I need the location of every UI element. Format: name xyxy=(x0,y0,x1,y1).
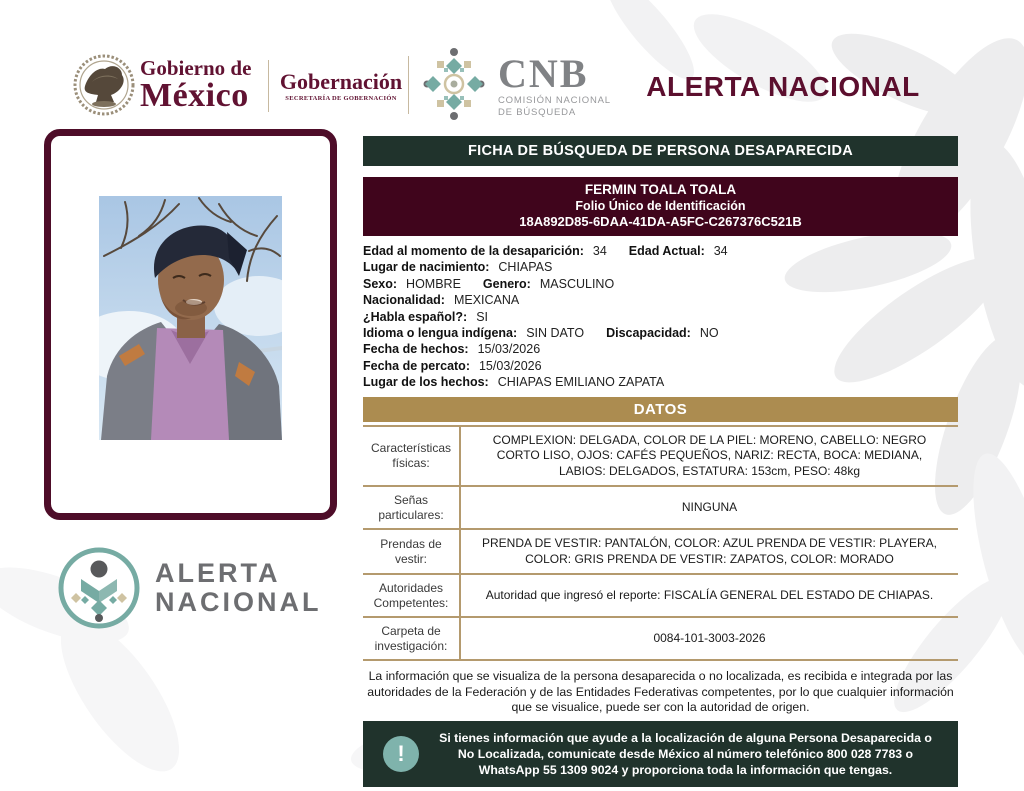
table-row-prendas xyxy=(363,530,958,575)
cnb-subtitle-line2: DE BÚSQUEDA xyxy=(498,107,576,118)
table-row-caracteristicas xyxy=(363,427,958,488)
alerta-nacional-title: ALERTA NACIONAL xyxy=(646,71,920,102)
row-label: Características físicas: xyxy=(370,441,452,470)
header-divider xyxy=(408,56,409,114)
alerta-nacional-icon xyxy=(56,545,142,631)
row-label: Prendas de vestir: xyxy=(380,537,442,566)
header-divider xyxy=(268,60,269,112)
nacional-line: NACIONAL xyxy=(155,587,322,617)
person-info-list xyxy=(363,243,958,391)
ficha-title-bar: FICHA DE BÚSQUEDA DE PERSONA DESAPARECIDA xyxy=(363,136,958,166)
cnb-emblem-icon xyxy=(420,45,488,123)
info-line-fecha-percato: Fecha de percato: 15/03/2026 xyxy=(363,358,542,373)
info-line-espanol: ¿Habla español?: SI xyxy=(363,309,488,324)
cnb-acronym: CNB xyxy=(498,51,589,96)
row-label: Autoridades Competentes: xyxy=(373,581,449,610)
photo-frame xyxy=(44,129,337,520)
gobierno-line2: México xyxy=(140,77,249,114)
contact-message: Si tienes información que ayude a la localización de alguna Persona Desaparecida o No Localizada, comunicate desde México al número telefónico 800 028 7783 o WhatsApp 55 1309 9024 y proporciona toda la información que tengas. xyxy=(439,730,932,777)
cnb-subtitle-line1: COMISIÓN NACIONAL xyxy=(498,95,611,106)
gobierno-mexico-seal-icon xyxy=(72,52,136,118)
row-label: Carpeta de investigación: xyxy=(374,624,448,653)
info-line-lugar-hechos: Lugar de los hechos: CHIAPAS EMILIANO ZAPATA xyxy=(363,375,665,390)
alerta-line: ALERTA xyxy=(155,558,281,588)
table-row-senas xyxy=(363,487,958,530)
gobierno-line1: Gobierno de xyxy=(140,56,252,80)
info-line-nacionalidad: Nacionalidad: MEXICANA xyxy=(363,293,520,308)
person-identity-bar xyxy=(363,177,958,236)
info-line-sexo-genero: Sexo: HOMBRE Genero: MASCULINO xyxy=(363,276,615,291)
gobernacion-subtitle: SECRETARÍA DE GOBERNACIÓN xyxy=(285,95,397,102)
folio-label: Folio Único de Identificación xyxy=(575,199,746,213)
info-line-fecha-hechos: Fecha de hechos: 15/03/2026 xyxy=(363,342,541,357)
gobernacion-title: Gobernación xyxy=(279,69,403,94)
exclamation-icon: ! xyxy=(383,736,419,772)
row-value: Autoridad que ingresó el reporte: FISCALÍA GENERAL DEL ESTADO DE CHIAPAS. xyxy=(459,575,958,616)
ficha-content xyxy=(363,136,958,787)
row-value: PRENDA DE VESTIR: PANTALÓN, COLOR: AZUL PRENDA DE VESTIR: PLAYERA, COLOR: GRIS PRENDA DE VESTIR: ZAPATOS, COLOR: MORADO xyxy=(459,530,958,573)
info-line-idioma-discapacidad: Idioma o lengua indígena: SIN DATO Discapacidad: NO xyxy=(363,326,719,341)
table-row-autoridades xyxy=(363,575,958,618)
row-value: NINGUNA xyxy=(459,487,958,528)
row-value: 0084-101-3003-2026 xyxy=(459,618,958,659)
table-row-carpeta xyxy=(363,618,958,661)
cnb-wordmark xyxy=(498,53,611,119)
datos-section-header: DATOS xyxy=(363,397,958,422)
person-photo xyxy=(99,196,282,440)
disclaimer-text: La información que se visualiza de la persona desaparecida o no localizada, es recibida e integrada por las autoridades de la Federación y de las Entidades Federativas competentes, por lo que cualquier información que se visualice, puede ser con la autoridad de origen. xyxy=(367,669,954,715)
row-value: COMPLEXION: DELGADA, COLOR DE LA PIEL: MORENO, CABELLO: NEGRO CORTO LISO, OJOS: CAFÉS PEQUEÑOS, NARIZ: RECTA, BOCA: MEDIANA, LABIOS: DELGADOS, ESTATURA: 153cm, PESO: 48kg xyxy=(459,427,958,486)
info-line-nacimiento: Lugar de nacimiento: CHIAPAS xyxy=(363,260,553,275)
row-label: Señas particulares: xyxy=(378,493,444,522)
alerta-nacional-wordmark xyxy=(155,559,322,617)
contact-banner xyxy=(363,721,958,787)
gobernacion-wordmark xyxy=(277,70,405,102)
datos-table xyxy=(363,425,958,662)
info-line-edad: Edad al momento de la desaparición: 34 Edad Actual: 34 xyxy=(363,244,728,258)
gobierno-mexico-wordmark xyxy=(140,57,251,112)
folio-value: 18A892D85-6DAA-41DA-A5FC-C267376C521B xyxy=(519,214,802,229)
alerta-nacional-logo xyxy=(56,545,322,631)
person-name: FERMIN TOALA TOALA xyxy=(584,182,737,197)
